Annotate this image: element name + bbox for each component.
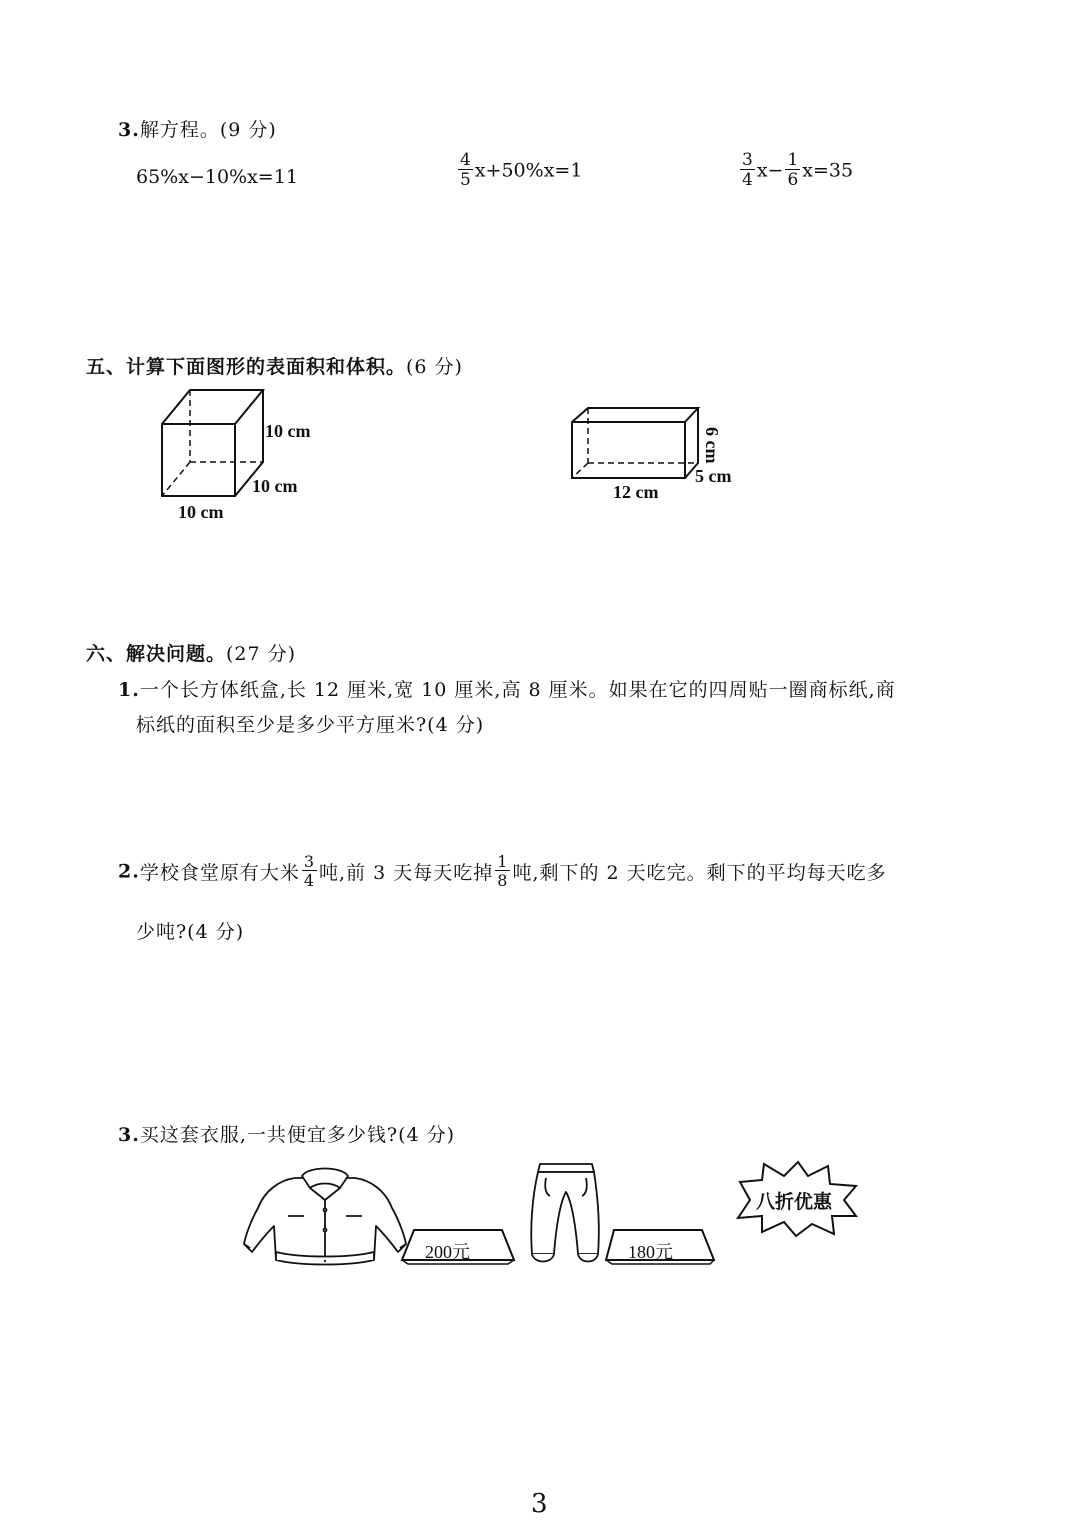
fraction-denominator: 4 (742, 170, 753, 190)
cuboid-hidden-edge (572, 463, 588, 478)
equation-3-text: x=35 (802, 159, 854, 182)
q3-title-text: 解方程。(9 分) (139, 119, 277, 141)
cuboid-height-label: 6 cm (702, 427, 722, 464)
cube-width-label: 10 cm (178, 502, 224, 522)
equation-2-fraction (458, 152, 473, 189)
cube-height-label: 10 cm (265, 421, 311, 441)
q3-title (118, 115, 277, 142)
cuboid-top-face (572, 408, 698, 422)
equation-2-text: x+50%x=1 (474, 159, 583, 182)
fraction-numerator: 4 (460, 150, 471, 170)
equation-1-text: 65%x−10%x=11 (136, 166, 298, 188)
problem-2-number: 2. (118, 860, 140, 883)
fraction-numerator: 1 (497, 852, 509, 871)
pants-icon (524, 1158, 604, 1270)
problem-1-text-1: 一个长方体纸盒,长 12 厘米,宽 10 厘米,高 8 厘米。如果在它的四周贴一圈商标纸,商 (139, 679, 896, 701)
discount-label: 八折优惠 (756, 1191, 833, 1213)
pants-price: 180元 (628, 1242, 673, 1262)
equation-2 (456, 152, 582, 189)
cuboid-front-face (572, 422, 685, 478)
problem-2-fraction-1 (302, 854, 317, 889)
cube-figure (150, 385, 330, 530)
equation-3-fraction-2 (785, 152, 800, 189)
jacket-price: 200元 (425, 1242, 470, 1262)
fraction-numerator: 3 (303, 852, 316, 871)
section-6-heading (86, 639, 296, 666)
cuboid-length-label: 12 cm (613, 482, 659, 502)
cube-hidden-edge (162, 462, 190, 496)
problem-1-text-2: 标纸的面积至少是多少平方厘米?(4 分) (136, 714, 485, 736)
cube-front-face (162, 424, 235, 496)
cube-top-face (162, 390, 263, 424)
q3-number: 3. (118, 119, 140, 141)
section-5-score: (6 分) (406, 356, 463, 378)
problem-2-text-2: 少吨?(4 分) (136, 921, 245, 943)
section-5-title: 五、计算下面图形的表面积和体积。 (86, 356, 407, 378)
problem-2-text-c: 吨,剩下的 2 天吃完。剩下的平均每天吃多 (512, 862, 887, 884)
equation-1 (136, 166, 298, 188)
fraction-denominator: 8 (497, 871, 509, 890)
problem-3-text: 买这套衣服,一共便宜多少钱?(4 分) (139, 1124, 456, 1146)
fraction-denominator: 6 (787, 170, 799, 190)
equation-3 (738, 152, 853, 189)
fraction-denominator: 4 (303, 871, 316, 890)
problem-1-line-2 (136, 710, 484, 737)
problem-2-text-a: 学校食堂原有大米 (139, 862, 300, 884)
problem-3-number: 3. (118, 1124, 140, 1146)
problem-2-line-1 (118, 854, 887, 889)
equation-3-fraction-1 (740, 152, 755, 189)
problem-1-line-1 (118, 675, 896, 702)
fraction-numerator: 1 (787, 150, 799, 170)
jacket-icon (240, 1160, 410, 1270)
fraction-denominator: 5 (460, 170, 471, 190)
section-6-title: 六、解决问题。 (86, 643, 227, 665)
equation-3-middle: x− (756, 159, 784, 182)
fraction-numerator: 3 (742, 150, 753, 170)
section-6-score: (27 分) (226, 643, 297, 665)
problem-3-line (118, 1120, 455, 1147)
problem-1-number: 1. (118, 679, 140, 701)
cube-depth-label: 10 cm (252, 476, 298, 496)
section-5-heading (86, 352, 463, 379)
problem-2-line-2 (136, 917, 244, 944)
page-number: 3 (531, 1489, 548, 1519)
cuboid-depth-label: 5 cm (695, 466, 732, 486)
problem-2-fraction-2 (495, 854, 510, 889)
problem-2-text-b: 吨,前 3 天每天吃掉 (319, 862, 494, 884)
